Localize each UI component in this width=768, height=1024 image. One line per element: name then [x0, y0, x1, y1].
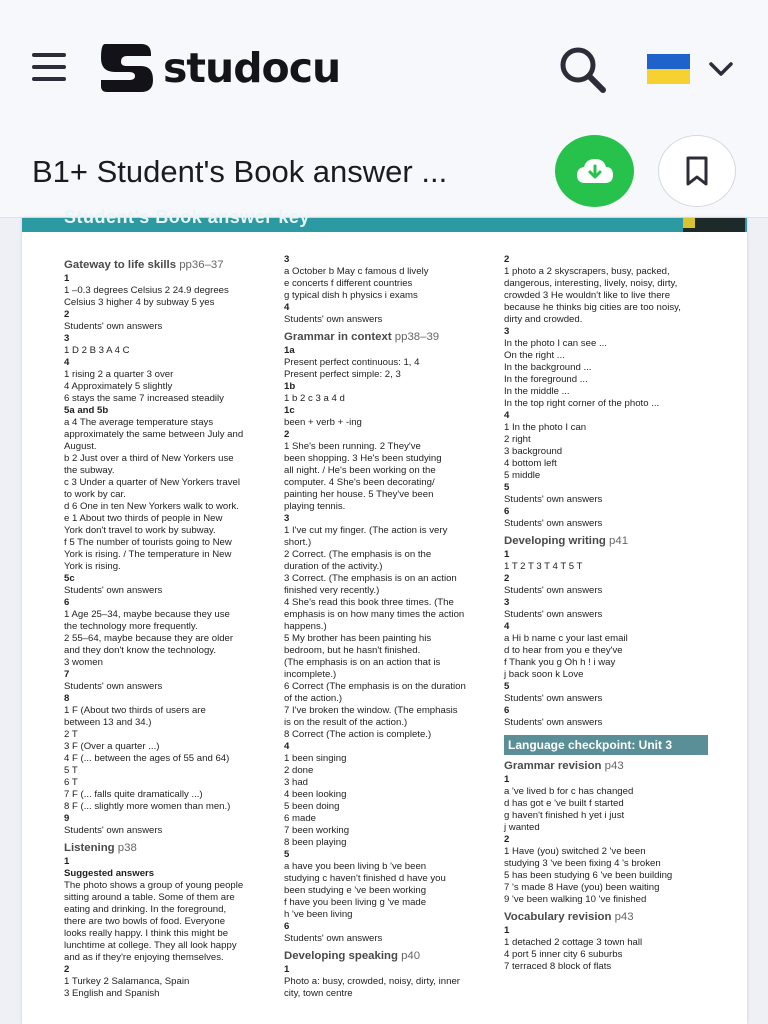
answer-line: 7 terraced 8 block of flats: [504, 961, 612, 972]
answer-line: j wanted: [504, 822, 540, 833]
section-pages: p43: [601, 760, 624, 772]
exercise-number: 1b: [284, 381, 296, 392]
section-pages: pp36–37: [176, 259, 224, 271]
answer-line: In the foreground ...: [504, 374, 588, 385]
exercise-number: 8: [64, 693, 70, 704]
answer-line: happens.): [284, 621, 327, 632]
exercise-number: 6: [504, 506, 510, 517]
answer-line: 5 has been studying 6 've been building: [504, 870, 673, 881]
chevron-down-icon: [708, 60, 734, 78]
section-title: Grammar revision: [504, 760, 602, 772]
section-heading: [64, 258, 262, 273]
answer-line: 4 F (... between the ages of 55 and 64): [64, 753, 230, 764]
exercise-number: 4: [284, 741, 290, 752]
answer-line: 5 middle: [504, 470, 541, 481]
answer-line: 2 Correct. (The emphasis is on the: [284, 549, 432, 560]
exercise-number: 6: [284, 921, 290, 932]
section-heading: [284, 330, 488, 345]
answer-line: bedroom, but he hasn't finished.: [284, 645, 421, 656]
answer-line: In the photo I can see ...: [504, 338, 607, 349]
section-pages: p40: [397, 950, 421, 962]
answer-line: Students' own answers: [504, 494, 603, 505]
answer-line: 3 F (Over a quarter ...): [64, 741, 160, 752]
answer-line: dirty and crowded.: [504, 314, 583, 325]
answer-line: 2 right: [504, 434, 531, 445]
answer-line: 3 English and Spanish: [64, 988, 160, 999]
answer-line: 9 've been walking 10 've finished: [504, 894, 647, 905]
section-heading: [504, 910, 710, 925]
answer-line: d has got e 've built f started: [504, 798, 624, 809]
answer-line: Present perfect simple: 2, 3: [284, 369, 401, 380]
answer-line: a have you been living b 've been: [284, 861, 427, 872]
answer-line: 1 detached 2 cottage 3 town hall: [504, 937, 643, 948]
answer-line: and they don't know the technology.: [64, 645, 217, 656]
answer-line: incomplete.): [284, 669, 337, 680]
answer-line: Students' own answers: [64, 585, 163, 596]
exercise-number: 4: [504, 410, 510, 421]
answer-line: In the background ...: [504, 362, 592, 373]
answer-line: Present perfect continuous: 1, 4: [284, 357, 420, 368]
answer-line: playing tennis.: [284, 501, 346, 512]
exercise-number: 3: [504, 326, 510, 337]
answer-line: f 5 The number of tourists going to New: [64, 537, 232, 548]
answer-line: 1 –0.3 degrees Celsius 2 24.9 degrees: [64, 285, 229, 296]
exercise-number: 3: [64, 333, 70, 344]
studocu-logo[interactable]: [97, 40, 340, 96]
answer-line: because he thinks big cities are too noisy,: [504, 302, 681, 313]
answer-line: (The emphasis is on an action that is: [284, 657, 441, 668]
answer-line: computer. 4 She's been decorating/: [284, 477, 435, 488]
answer-line: studying c haven't finished d have you: [284, 873, 446, 884]
exercise-number: 6: [504, 705, 510, 716]
answer-line: the subway.: [64, 465, 115, 476]
exercise-number: 2: [284, 429, 290, 440]
exercise-number: 7: [64, 669, 70, 680]
answer-line: been studying e 've been working: [284, 885, 427, 896]
document-title-bar: [0, 138, 768, 218]
answer-line: 4 port 5 inner city 6 suburbs: [504, 949, 623, 960]
download-button[interactable]: [555, 135, 634, 207]
bookmark-icon: [684, 155, 710, 187]
answer-line: 8 Correct (The action is complete.): [284, 729, 432, 740]
section-heading: [504, 759, 710, 774]
hamburger-menu-icon[interactable]: [32, 53, 66, 81]
answer-line: 3 had: [284, 777, 309, 788]
answer-line: h 've been living: [284, 909, 353, 920]
section-title: Developing writing: [504, 535, 606, 547]
answer-line: 6 Correct (The emphasis is on the duration: [284, 681, 466, 692]
answer-line: 4 She's read this book three times. (The: [284, 597, 454, 608]
document-title: B1+ Student's Book answer ...: [32, 154, 448, 189]
answer-column-1: [64, 254, 262, 1000]
answer-line: and as if they're enjoying themselves.: [64, 952, 224, 963]
answer-line: Students' own answers: [64, 681, 163, 692]
answer-line: between 13 and 34.): [64, 717, 152, 728]
exercise-number: 2: [64, 964, 70, 975]
answer-line: b 2 Just over a third of New Yorkers use: [64, 453, 234, 464]
answer-line: 4 been looking: [284, 789, 347, 800]
answer-line: duration of the activity.): [284, 561, 383, 572]
exercise-number: 4: [64, 357, 70, 368]
ukraine-flag-icon: [647, 54, 690, 84]
answer-line: 7 's made 8 Have (you) been waiting: [504, 882, 660, 893]
answer-line: to work by car.: [64, 489, 126, 500]
answer-line: j back soon k Love: [504, 669, 584, 680]
top-navigation-bar: [0, 0, 768, 138]
answer-line: 4 bottom left: [504, 458, 557, 469]
answer-line: dangerous, interesting, lively, noisy, dirty,: [504, 278, 678, 289]
answer-line: 5 My brother has been painting his: [284, 633, 432, 644]
answer-line: 1 rising 2 a quarter 3 over: [64, 369, 174, 380]
answer-line: York is rising. / The temperature in New: [64, 549, 232, 560]
exercise-number: 6: [64, 597, 70, 608]
exercise-number: 5: [284, 849, 290, 860]
answer-line: of the action.): [284, 693, 343, 704]
checkpoint-heading: Language checkpoint: Unit 3: [504, 735, 708, 755]
answer-line: 6 made: [284, 813, 316, 824]
section-title: Vocabulary revision: [504, 911, 612, 923]
answer-line: eating and drinking. In the foreground,: [64, 904, 227, 915]
answer-line: lunchtime at college. They all look happy: [64, 940, 237, 951]
answer-line: d to hear from you e they've: [504, 645, 623, 656]
answer-line: Students' own answers: [504, 693, 603, 704]
answer-line: studying 3 've been fixing 4 's broken: [504, 858, 661, 869]
section-title: Developing speaking: [284, 950, 398, 962]
answer-line: 6 T: [64, 777, 78, 788]
answer-line: Students' own answers: [504, 518, 603, 529]
answer-line: a Hi b name c your last email: [504, 633, 628, 644]
cloud-download-icon: [575, 156, 615, 186]
answer-line: In the top right corner of the photo ...: [504, 398, 660, 409]
section-heading: [64, 841, 262, 856]
answer-line: been shopping. 3 He's been studying: [284, 453, 442, 464]
answer-line: 6 stays the same 7 increased steadily: [64, 393, 224, 404]
exercise-number: 1: [504, 925, 510, 936]
answer-line: 1 b 2 c 3 a 4 d: [284, 393, 345, 404]
exercise-number: 5: [504, 482, 510, 493]
exercise-number: Suggested answers: [64, 868, 155, 879]
exercise-number: 1c: [284, 405, 295, 416]
section-title: Gateway to life skills: [64, 259, 177, 271]
answer-line: 1 D 2 B 3 A 4 C: [64, 345, 130, 356]
studocu-logo-mark-icon: [97, 40, 157, 96]
page-header-decoration: [683, 218, 745, 232]
answer-line: 8 been playing: [284, 837, 347, 848]
exercise-number: 1: [504, 774, 510, 785]
answer-line: f have you been living g 've made: [284, 897, 427, 908]
answer-line: 2 T: [64, 729, 78, 740]
answer-line: 7 I've broken the window. (The emphasis: [284, 705, 458, 716]
section-title: Listening: [64, 842, 115, 854]
answer-line: e 1 About two thirds of people in New: [64, 513, 223, 524]
answer-line: August.: [64, 441, 97, 452]
exercise-number: 3: [284, 513, 290, 524]
section-pages: p43: [611, 911, 634, 923]
answer-line: Students' own answers: [504, 717, 603, 728]
exercise-number: 2: [64, 309, 70, 320]
exercise-number: 1a: [284, 345, 295, 356]
answer-line: Students' own answers: [64, 825, 163, 836]
answer-line: sitting around a table. Some of them are: [64, 892, 235, 903]
answer-line: 3 background: [504, 446, 563, 457]
section-title: Grammar in context: [284, 331, 392, 343]
answer-line: approximately the same between July and: [64, 429, 244, 440]
answer-line: 7 F (... falls quite dramatically ...): [64, 789, 203, 800]
section-pages: p41: [605, 535, 629, 547]
answer-line: 5 been doing: [284, 801, 340, 812]
document-page[interactable]: [22, 207, 747, 1024]
answer-column-3: [504, 254, 710, 973]
answer-line: Photo a: busy, crowded, noisy, dirty, inner: [284, 976, 460, 987]
answer-line: Students' own answers: [284, 933, 383, 944]
exercise-number: 2: [504, 834, 510, 845]
answer-line: 1 Turkey 2 Salamanca, Spain: [64, 976, 190, 987]
answer-line: Students' own answers: [504, 585, 603, 596]
answer-line: e concerts f different countries: [284, 278, 413, 289]
section-heading: [284, 949, 488, 964]
answer-line: short.): [284, 537, 312, 548]
answer-line: all night. / He's been working on the: [284, 465, 436, 476]
answer-line: Students' own answers: [64, 321, 163, 332]
answer-line: 1 T 2 T 3 T 4 T 5 T: [504, 561, 583, 572]
answer-line: 1 photo a 2 skyscrapers, busy, packed,: [504, 266, 670, 277]
answer-line: Students' own answers: [504, 609, 603, 620]
answer-line: 2 done: [284, 765, 314, 776]
answer-line: a October b May c famous d lively: [284, 266, 429, 277]
language-selector[interactable]: [647, 52, 739, 86]
exercise-number: 1: [64, 273, 70, 284]
answer-line: 1 Age 25–34, maybe because they use: [64, 609, 230, 620]
answer-column-2: [284, 254, 488, 1000]
answer-line: Students' own answers: [284, 314, 383, 325]
answer-line: d 6 One in ten New Yorkers walk to work.: [64, 501, 239, 512]
page-header-text: Student's Book answer key: [64, 207, 310, 227]
answer-line: 1 In the photo I can: [504, 422, 587, 433]
answer-line: 8 F (... slightly more women than men.): [64, 801, 231, 812]
answer-line: 1 She's been running. 2 They've: [284, 441, 421, 452]
answer-line: 5 T: [64, 765, 78, 776]
exercise-number: 9: [64, 813, 70, 824]
answer-line: is on the result of the action.): [284, 717, 408, 728]
answer-line: the technology more frequently.: [64, 621, 198, 632]
answer-line: York don't travel to work by subway.: [64, 525, 216, 536]
answer-line: 1 F (About two thirds of users are: [64, 705, 206, 716]
answer-line: c 3 Under a quarter of New Yorkers travel: [64, 477, 240, 488]
answer-line: 4 Approximately 5 slightly: [64, 381, 173, 392]
answer-line: a 4 The average temperature stays: [64, 417, 214, 428]
answer-line: city, town centre: [284, 988, 353, 999]
answer-line: Celsius 3 higher 4 by subway 5 yes: [64, 297, 215, 308]
bookmark-button[interactable]: [658, 135, 736, 207]
answer-line: 2 55–64, maybe because they are older: [64, 633, 234, 644]
exercise-number: 2: [504, 254, 510, 265]
exercise-number: 5c: [64, 573, 75, 584]
exercise-number: 3: [504, 597, 510, 608]
section-pages: p38: [114, 842, 137, 854]
exercise-number: 3: [284, 254, 290, 265]
answer-line: a 've lived b for c has changed: [504, 786, 634, 797]
exercise-number: 4: [284, 302, 290, 313]
section-heading: [504, 534, 710, 549]
exercise-number: 2: [504, 573, 510, 584]
exercise-number: 4: [504, 621, 510, 632]
answer-line: The photo shows a group of young people: [64, 880, 244, 891]
answer-line: emphasis is on how many times the action: [284, 609, 465, 620]
answer-line: crowded 3 He wouldn't like to live there: [504, 290, 671, 301]
answer-line: 1 I've cut my finger. (The action is very: [284, 525, 448, 536]
answer-line: 1 Have (you) switched 2 've been: [504, 846, 646, 857]
answer-line: On the right ...: [504, 350, 565, 361]
answer-line: 3 Correct. (The emphasis is on an action: [284, 573, 457, 584]
page-header-band: [22, 207, 747, 232]
answer-line: painting her house. 5 They've been: [284, 489, 434, 500]
answer-line: York is rising.: [64, 561, 121, 572]
section-pages: pp38–39: [391, 331, 440, 343]
exercise-number: 1: [284, 964, 290, 975]
brand-name: studocu: [163, 44, 341, 92]
answer-line: f Thank you g Oh h ! i way: [504, 657, 616, 668]
answer-line: finished very recently.): [284, 585, 380, 596]
answer-line: 7 been working: [284, 825, 350, 836]
answer-line: g typical dish h physics i exams: [284, 290, 418, 301]
exercise-number: 5a and 5b: [64, 405, 109, 416]
exercise-number: 1: [504, 549, 510, 560]
exercise-number: 1: [64, 856, 70, 867]
exercise-number: 5: [504, 681, 510, 692]
answer-line: there are two bowls of food. Everyone: [64, 916, 226, 927]
search-icon[interactable]: [556, 43, 608, 95]
answer-line: g haven't finished h yet i just: [504, 810, 625, 821]
answer-line: been + verb + -ing: [284, 417, 362, 428]
answer-line: 1 been singing: [284, 753, 347, 764]
answer-line: In the middle ...: [504, 386, 570, 397]
answer-line: looks really happy. I think this might be: [64, 928, 229, 939]
answer-line: 3 women: [64, 657, 103, 668]
